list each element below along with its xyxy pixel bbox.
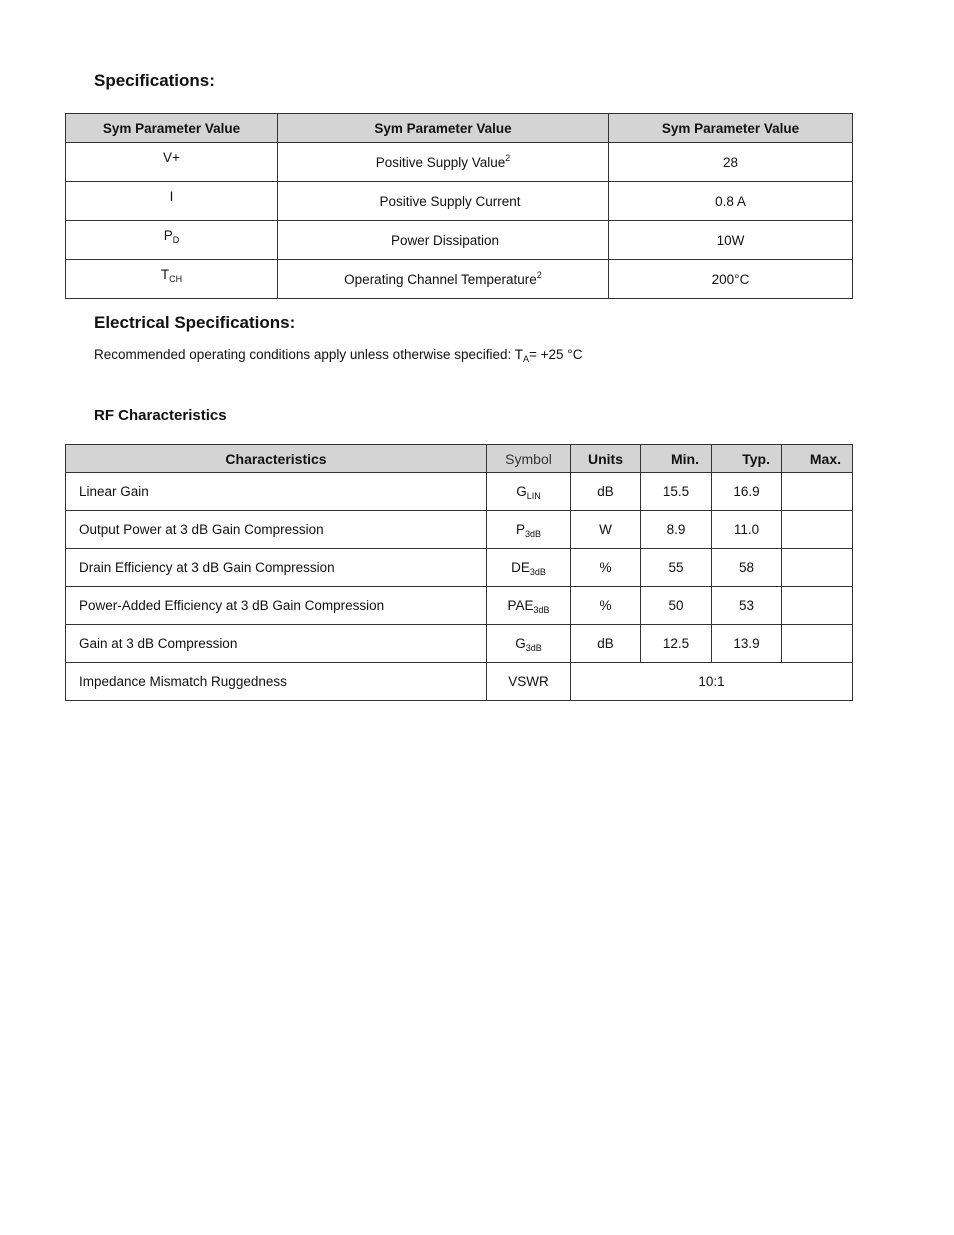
symbol-text: I xyxy=(169,189,174,204)
symbol-cell xyxy=(66,143,278,182)
value-cell: 0.8 A xyxy=(609,182,853,221)
typ-cell: 16.9 xyxy=(712,473,782,511)
max-header: Max. xyxy=(782,445,853,473)
min-cell: 55 xyxy=(641,549,712,587)
symbol-subscript: 3dB xyxy=(525,643,542,653)
symbol-cell xyxy=(66,221,278,260)
symbol-text: T xyxy=(160,267,170,282)
specifications-table xyxy=(65,113,853,299)
min-cell: 50 xyxy=(641,587,712,625)
table-row xyxy=(66,182,853,221)
units-cell: dB xyxy=(571,625,641,663)
symbol-subscript: D xyxy=(172,235,180,245)
value-cell: 200°C xyxy=(609,260,853,299)
operating-conditions-note xyxy=(94,347,582,362)
parameter-text: Power Dissipation xyxy=(390,232,500,248)
table-header-row xyxy=(66,445,853,473)
note-text-end: = +25 °C xyxy=(529,347,583,362)
units-cell: % xyxy=(571,549,641,587)
table-row xyxy=(66,549,853,587)
parameter-cell xyxy=(278,182,609,221)
table-header-row xyxy=(66,114,853,143)
characteristic-cell: Gain at 3 dB Compression xyxy=(66,625,487,663)
units-cell: % xyxy=(571,587,641,625)
symbol-subscript: 3dB xyxy=(533,605,550,615)
characteristic-cell: Impedance Mismatch Ruggedness xyxy=(66,663,487,701)
characteristic-cell: Power-Added Efficiency at 3 dB Gain Compression xyxy=(66,587,487,625)
table-row xyxy=(66,663,853,701)
symbol-cell xyxy=(487,587,571,625)
symbol-cell xyxy=(487,625,571,663)
column-header: Sym Parameter Value xyxy=(66,114,278,143)
symbol-cell xyxy=(487,511,571,549)
symbol-subscript: 3dB xyxy=(525,529,542,539)
value-cell: 28 xyxy=(609,143,853,182)
symbol-cell xyxy=(487,549,571,587)
rf-characteristics-heading: RF Characteristics xyxy=(94,407,227,424)
min-cell: 12.5 xyxy=(641,625,712,663)
parameter-cell xyxy=(278,221,609,260)
symbol-text: PAE xyxy=(507,598,534,613)
characteristic-cell: Drain Efficiency at 3 dB Gain Compression xyxy=(66,549,487,587)
table-row xyxy=(66,260,853,299)
table-row xyxy=(66,473,853,511)
symbol-subscript: 3dB xyxy=(529,567,546,577)
table-row xyxy=(66,587,853,625)
max-cell xyxy=(782,511,853,549)
typ-header: Typ. xyxy=(712,445,782,473)
min-header: Min. xyxy=(641,445,712,473)
specifications-heading: Specifications: xyxy=(94,71,215,90)
units-header: Units xyxy=(571,445,641,473)
symbol-cell: VSWR xyxy=(487,663,571,701)
symbol-text: DE xyxy=(511,560,530,575)
footnote-marker: 2 xyxy=(505,152,511,163)
symbol-cell xyxy=(487,473,571,511)
max-cell xyxy=(782,473,853,511)
note-text: Recommended operating conditions apply unless otherwise specified: T xyxy=(94,347,523,362)
units-cell: W xyxy=(571,511,641,549)
parameter-text: Operating Channel Temperature xyxy=(344,271,537,287)
symbol-cell xyxy=(66,260,278,299)
symbol-header: Symbol xyxy=(487,445,571,473)
symbol-text: V+ xyxy=(163,150,180,165)
parameter-text: Positive Supply Current xyxy=(379,193,521,209)
characteristic-cell: Output Power at 3 dB Gain Compression xyxy=(66,511,487,549)
note-subscript: A xyxy=(523,354,530,364)
parameter-cell xyxy=(278,143,609,182)
symbol-cell xyxy=(66,182,278,221)
symbol-text: P xyxy=(163,228,173,243)
column-header: Sym Parameter Value xyxy=(278,114,609,143)
column-header: Sym Parameter Value xyxy=(609,114,853,143)
symbol-subscript: CH xyxy=(169,274,183,284)
electrical-specifications-heading: Electrical Specifications: xyxy=(94,313,296,332)
units-cell: dB xyxy=(571,473,641,511)
table-row xyxy=(66,625,853,663)
characteristic-cell: Linear Gain xyxy=(66,473,487,511)
max-cell xyxy=(782,549,853,587)
table-row xyxy=(66,143,853,182)
parameter-cell xyxy=(278,260,609,299)
characteristics-header: Characteristics xyxy=(66,445,487,473)
symbol-text: G xyxy=(515,636,526,651)
min-cell: 15.5 xyxy=(641,473,712,511)
typ-cell: 11.0 xyxy=(712,511,782,549)
max-cell xyxy=(782,625,853,663)
merged-value-cell: 10:1 xyxy=(571,663,853,701)
typ-cell: 13.9 xyxy=(712,625,782,663)
typ-cell: 58 xyxy=(712,549,782,587)
symbol-text: G xyxy=(516,484,527,499)
table-row xyxy=(66,511,853,549)
max-cell xyxy=(782,587,853,625)
symbol-text: P xyxy=(515,522,525,537)
rf-characteristics-table xyxy=(65,444,853,701)
min-cell: 8.9 xyxy=(641,511,712,549)
symbol-subscript: LIN xyxy=(526,491,541,501)
footnote-marker: 2 xyxy=(536,269,542,280)
typ-cell: 53 xyxy=(712,587,782,625)
value-cell: 10W xyxy=(609,221,853,260)
parameter-text: Positive Supply Value xyxy=(375,154,506,170)
table-row xyxy=(66,221,853,260)
